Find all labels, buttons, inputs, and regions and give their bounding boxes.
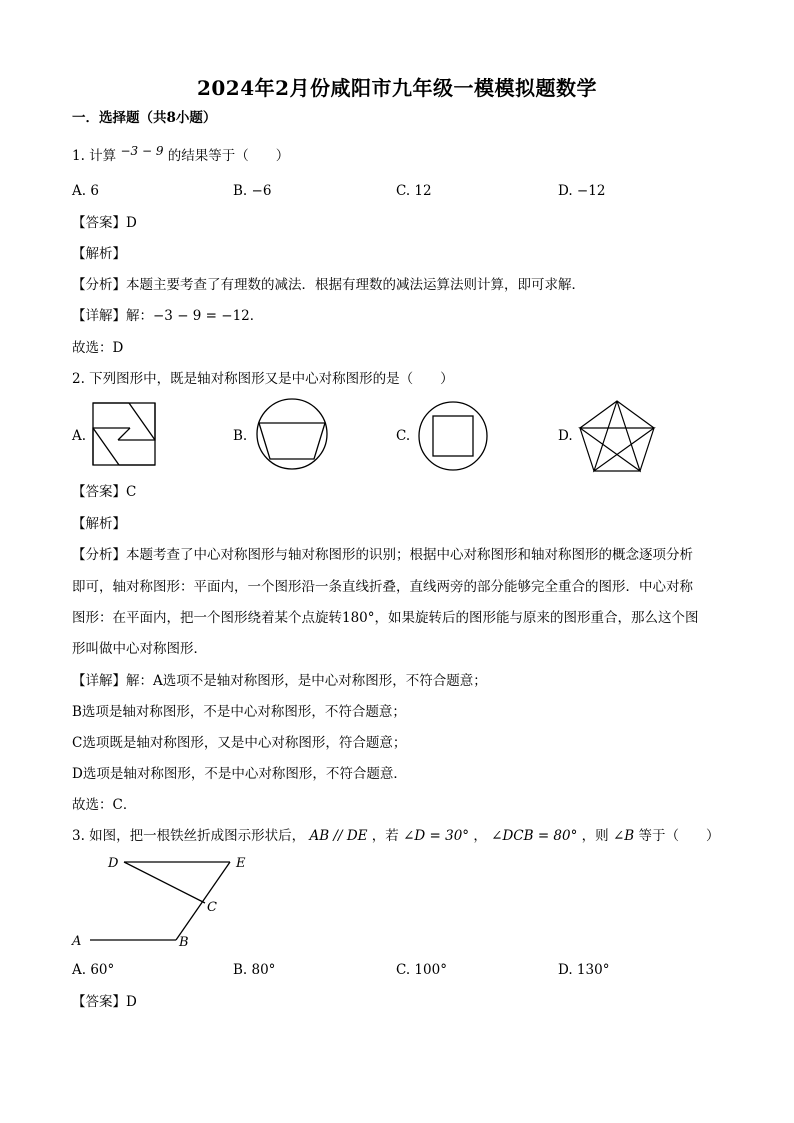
q2-figure-b <box>252 397 332 471</box>
q1-option-c: C. 12 <box>396 183 432 199</box>
q3-stem-mid-3: ，则 <box>581 828 609 844</box>
q1-option-d: D. −12 <box>558 183 606 199</box>
page-title: 2024年2月份咸阳市九年级一模模拟题数学 <box>196 76 598 100</box>
q3-answer: 【答案】D <box>72 994 137 1010</box>
q2-answer: 【答案】C <box>72 484 137 500</box>
q2-analysis-line-2: 即可，轴对称图形：平面内，一个图形沿一条直线折叠，直线两旁的部分能够完全重合的图形．中心对称 <box>72 579 693 595</box>
q2-option-b-label: B. <box>233 428 248 444</box>
q3-condition-1: ∠D = 30° <box>403 828 470 844</box>
q1-analysis-label: 【解析】 <box>72 246 126 262</box>
q3-line-dc <box>124 862 205 903</box>
q3-target: ∠B <box>612 828 635 844</box>
q3-option-c: C. 100° <box>396 962 447 978</box>
q3-figure <box>68 852 258 952</box>
q3-label-a: A <box>72 934 82 949</box>
q1-analysis: 【分析】本题主要考查了有理数的减法．根据有理数的减法运算法则计算，即可求解． <box>72 277 585 293</box>
q2-detail-line-4: D选项是轴对称图形，不是中心对称图形，不符合题意． <box>72 766 407 782</box>
q3-label-e: E <box>236 856 246 871</box>
q3-label-d: D <box>108 856 119 871</box>
q1-stem-prefix: 1. 计算 <box>72 148 117 164</box>
q3-stem-prefix: 3. 如图，把一根铁丝折成图示形状后， <box>72 828 306 844</box>
q1-expression: −3 − 9 <box>120 144 164 158</box>
q2-option-a-label: A. <box>72 428 87 444</box>
q1-option-b: B. −6 <box>233 183 272 199</box>
q3-stem <box>72 826 720 846</box>
q2-detail-line-1: 【详解】解：A选项不是轴对称图形，是中心对称图形，不符合题意； <box>72 673 487 689</box>
q1-choice: 故选：D <box>72 340 124 356</box>
q1-stem <box>72 146 289 166</box>
q2-option-d-label: D. <box>558 428 573 444</box>
q1-detail: 【详解】解：−3 − 9 = −12． <box>72 308 264 324</box>
q2-analysis-line-1: 【分析】本题考查了中心对称图形与轴对称图形的识别；根据中心对称图形和轴对称图形的概念逐项分析 <box>72 547 693 563</box>
q1-stem-suffix: 的结果等于（ ） <box>167 148 290 164</box>
q3-label-c: C <box>207 900 217 915</box>
q1-option-a: A. 6 <box>72 183 99 199</box>
q3-line-eb <box>176 862 230 940</box>
q2-analysis-line-4: 形叫做中心对称图形． <box>72 641 207 657</box>
q2-figure-c <box>416 399 490 473</box>
q3-stem-mid-1: ，若 <box>371 828 399 844</box>
q1-answer: 【答案】D <box>72 215 137 231</box>
q2-choice: 故选：C． <box>72 797 137 813</box>
q2-detail-line-2: B选项是轴对称图形，不是中心对称图形，不符合题意； <box>72 704 406 720</box>
q3-stem-suffix: 等于（ ） <box>638 828 720 844</box>
q2-analysis-line-3: 图形：在平面内，把一个图形绕着某个点旋转180°，如果旋转后的图形能与原来的图形重合，那么这个图 <box>72 610 699 626</box>
q2-detail-line-3: C选项既是轴对称图形，又是中心对称图形，符合题意； <box>72 735 407 751</box>
q2-option-c-label: C. <box>396 428 411 444</box>
q2-stem: 2. 下列图形中，既是轴对称图形又是中心对称图形的是（ ） <box>72 371 454 387</box>
q3-condition-2: ∠DCB = 80° <box>491 828 578 844</box>
q3-label-b: B <box>179 935 189 950</box>
q3-stem-mid-2: ， <box>473 828 487 844</box>
q2-analysis-label: 【解析】 <box>72 516 126 532</box>
q3-option-d: D. 130° <box>558 962 610 978</box>
q2-figure-d <box>577 398 657 474</box>
q3-option-a: A. 60° <box>72 962 115 978</box>
q2-figure-a <box>90 400 158 468</box>
q3-parallel: AB // DE <box>309 828 368 844</box>
section-heading: 一．选择题（共8小题） <box>72 110 217 126</box>
q3-option-b: B. 80° <box>233 962 276 978</box>
